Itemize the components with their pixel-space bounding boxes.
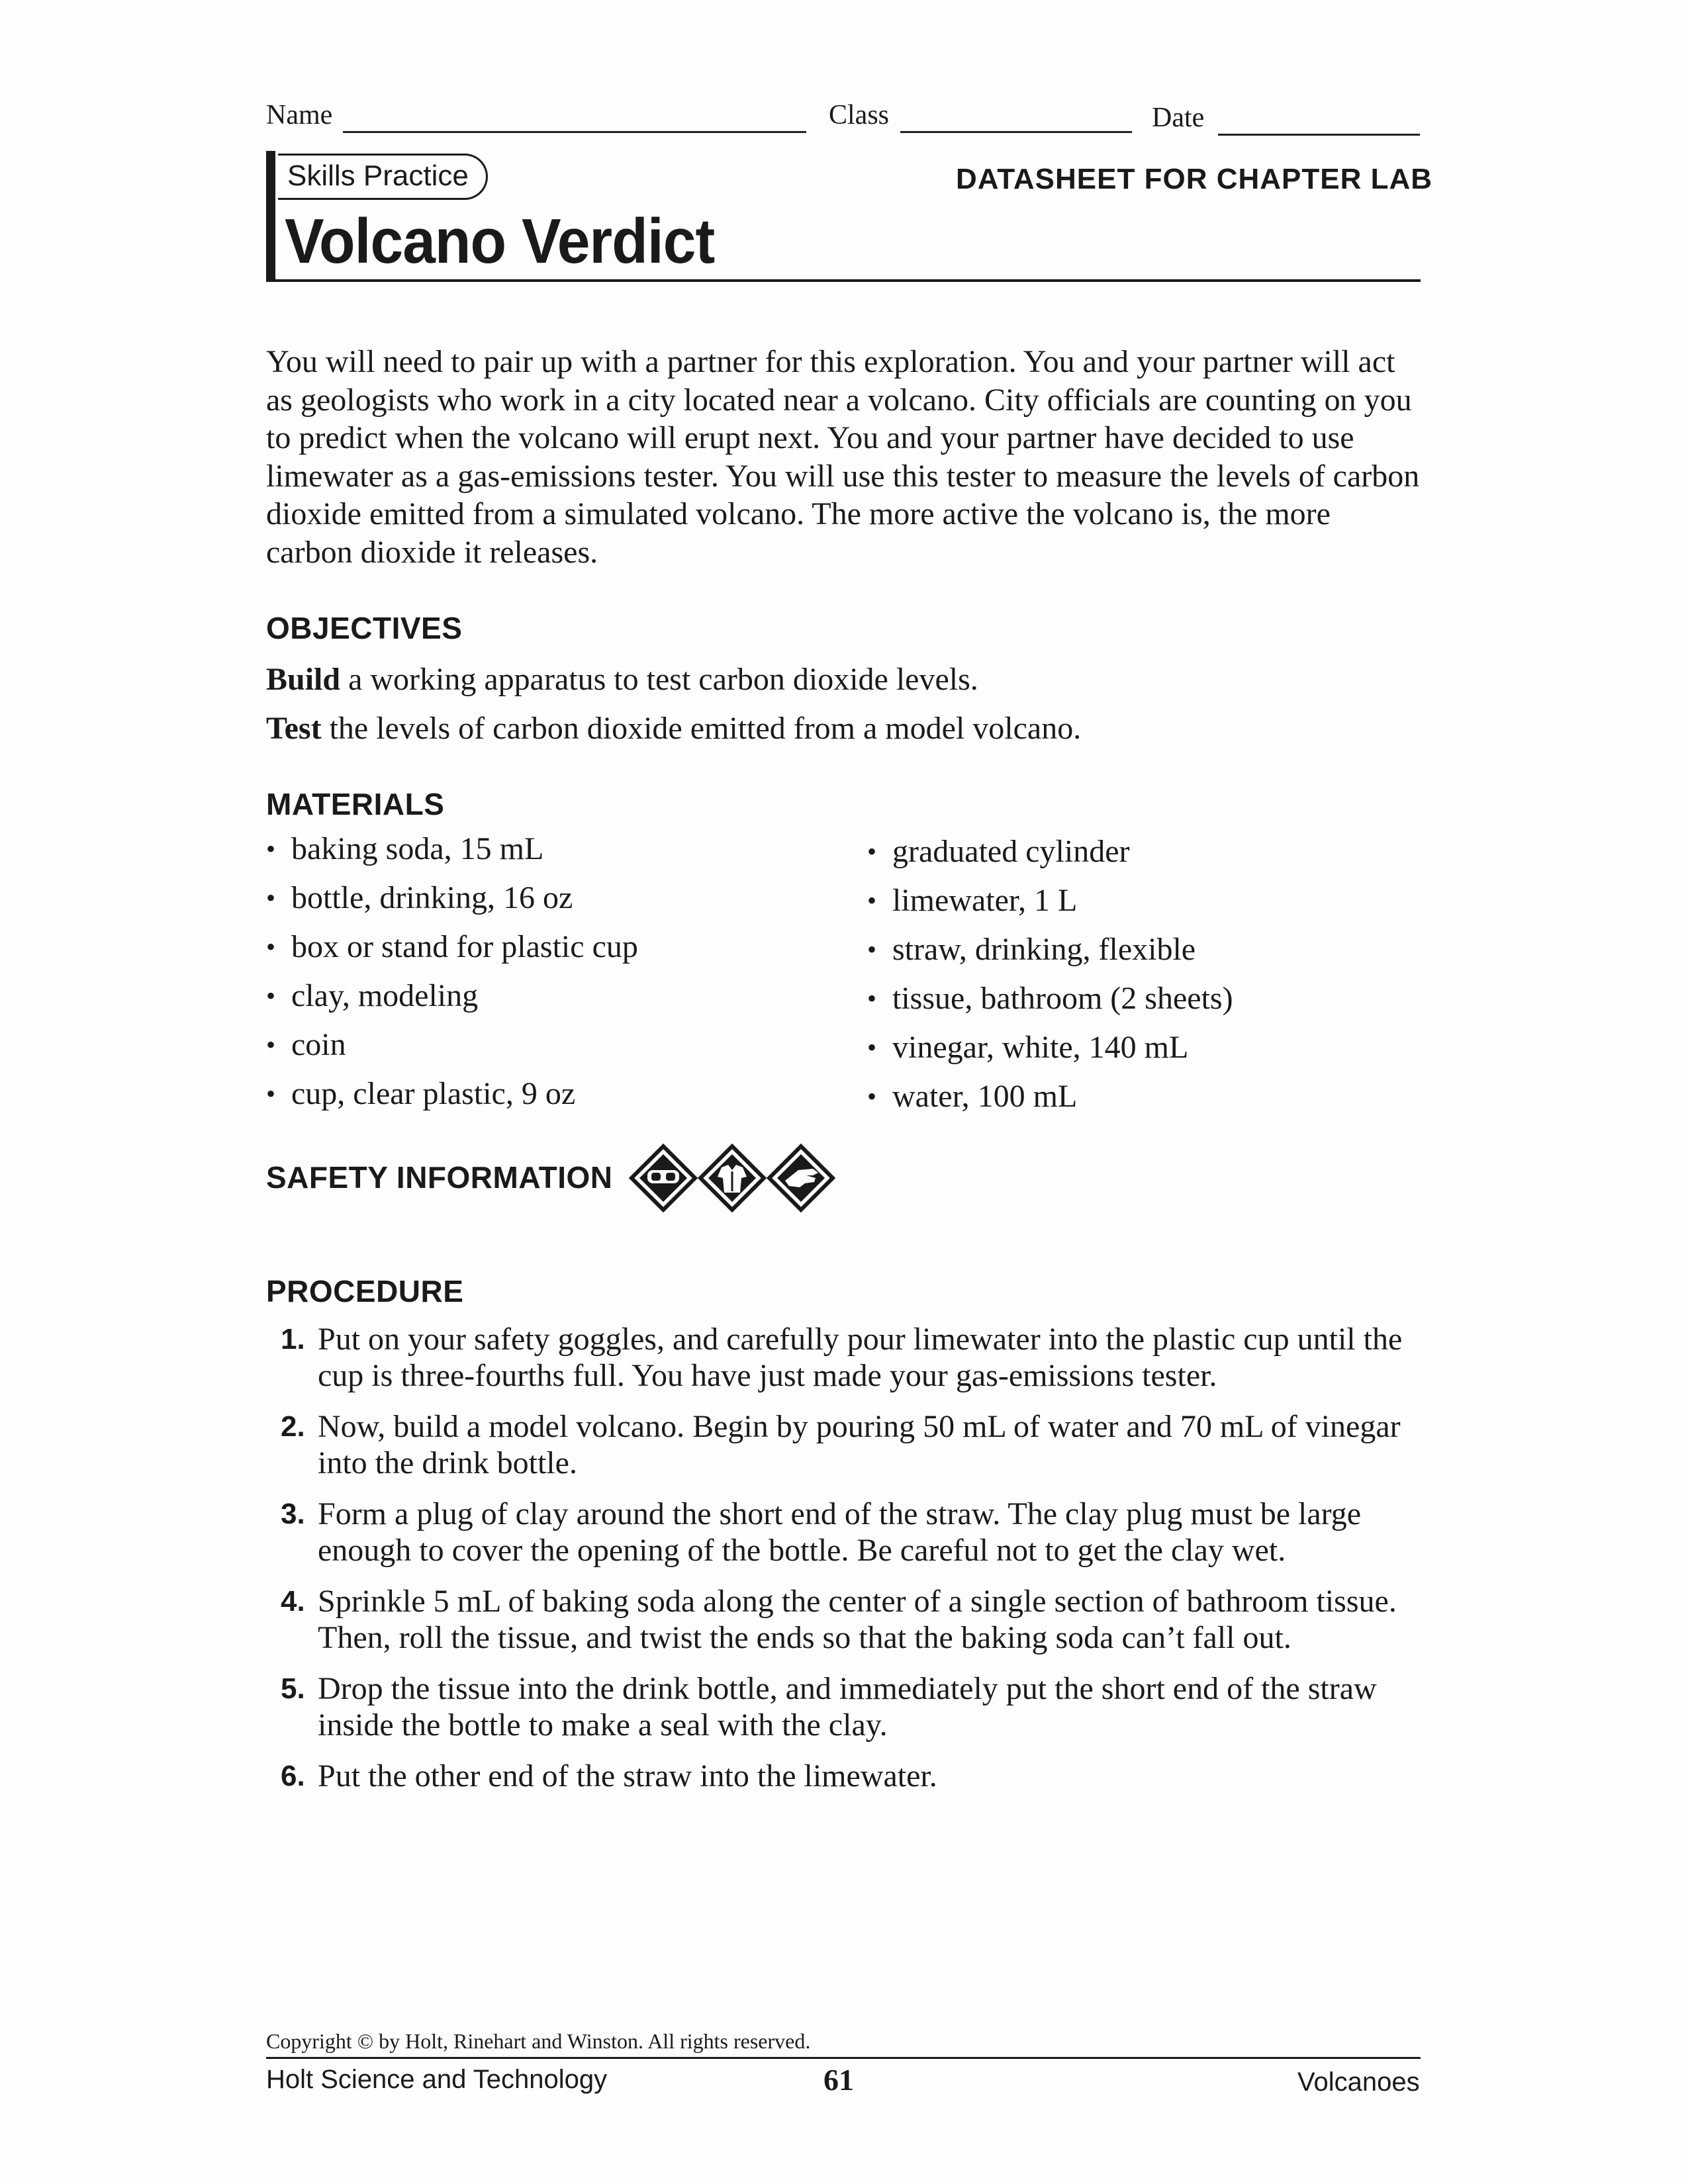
class-field[interactable] <box>900 131 1132 133</box>
step-text: Sprinkle 5 mL of baking soda along the center of a single section of bathroom tissue. Then, roll the tissue, and twist the ends so that the baking soda can’t fall out. <box>318 1584 1397 1655</box>
procedure-step <box>281 1321 1419 1394</box>
step-number: 2. <box>281 1410 305 1443</box>
copyright-notice: Copyright © by Holt, Rinehart and Winston. All rights reserved. <box>266 2029 811 2053</box>
step-text: Form a plug of clay around the short end of the straw. The clay plug must be large enough to cover the opening of the bottle. Be careful not to get the clay wet. <box>318 1496 1362 1568</box>
material-item: • clay, modeling <box>266 972 638 1021</box>
procedure-step <box>281 1408 1419 1481</box>
material-item: • tissue, bathroom (2 sheets) <box>867 974 1233 1023</box>
footer-rule <box>266 2057 1421 2059</box>
step-number: 6. <box>281 1760 305 1792</box>
skills-practice-badge: Skills Practice <box>278 154 488 200</box>
procedure-step <box>281 1758 1419 1794</box>
material-item: • limewater, 1 L <box>867 876 1233 925</box>
name-label: Name <box>266 100 333 130</box>
date-label: Date <box>1152 103 1205 133</box>
step-number: 4. <box>281 1585 305 1617</box>
page-number: 61 <box>823 2063 854 2097</box>
objective-item <box>266 704 1081 753</box>
objective-verb: Test <box>266 711 322 746</box>
clothing-protection-icon <box>700 1146 764 1210</box>
step-text: Put on your safety goggles, and carefully pour limewater into the plastic cup until the cup is three-fourths full. You have just made your gas-emissions tester. <box>318 1322 1403 1393</box>
material-item: • graduated cylinder <box>867 827 1233 876</box>
material-item: • bottle, drinking, 16 oz <box>266 874 638 923</box>
title-bar <box>266 151 275 281</box>
hand-safety-icon <box>769 1146 833 1210</box>
name-field[interactable] <box>343 131 806 133</box>
step-number: 1. <box>281 1323 305 1355</box>
date-field[interactable] <box>1218 134 1420 136</box>
materials-list-left <box>266 825 638 1118</box>
materials-heading: MATERIALS <box>266 787 445 821</box>
step-text: Put the other end of the straw into the limewater. <box>318 1758 937 1794</box>
procedure-list <box>281 1321 1419 1809</box>
objectives-heading: OBJECTIVES <box>266 611 463 645</box>
title-rule <box>266 279 1421 282</box>
objective-item <box>266 655 978 704</box>
material-item: • box or stand for plastic cup <box>266 923 638 972</box>
objective-text: a working apparatus to test carbon dioxide levels. <box>340 662 978 697</box>
procedure-step <box>281 1496 1419 1569</box>
step-text: Drop the tissue into the drink bottle, and immediately put the short end of the straw inside the bottle to make a seal with the clay. <box>318 1671 1377 1743</box>
page-title: Volcano Verdict <box>285 206 715 277</box>
step-number: 5. <box>281 1672 305 1705</box>
intro-paragraph: You will need to pair up with a partner for this exploration. You and your partner will act as geologists who work in a city located near a volcano. City officials are counting on you to predict when the volcano will erupt next. You and your partner have decided to use limewater as a gas-emissions tester. You will use this tester to measure the levels of carbon dioxide emitted from a simulated volcano. The more active the volcano is, the more carbon dioxide it releases. <box>266 344 1420 570</box>
footer-book-title: Holt Science and Technology <box>266 2065 608 2094</box>
step-text: Now, build a model volcano. Begin by pouring 50 mL of water and 70 mL of vinegar into the drink bottle. <box>318 1409 1401 1480</box>
material-item: • cup, clear plastic, 9 oz <box>266 1069 638 1118</box>
eye-protection-icon <box>632 1146 695 1210</box>
safety-icons <box>629 1144 841 1216</box>
step-number: 3. <box>281 1498 305 1530</box>
procedure-heading: PROCEDURE <box>266 1274 464 1308</box>
material-item: • vinegar, white, 140 mL <box>867 1023 1233 1072</box>
objective-verb: Build <box>266 662 341 697</box>
footer-chapter: Volcanoes <box>1297 2068 1420 2097</box>
material-item: • coin <box>266 1021 638 1069</box>
procedure-step <box>281 1583 1419 1656</box>
objective-text: the levels of carbon dioxide emitted from a model volcano. <box>321 711 1082 746</box>
material-item: • straw, drinking, flexible <box>867 925 1233 974</box>
material-item: • baking soda, 15 mL <box>266 825 638 874</box>
material-item: • water, 100 mL <box>867 1072 1233 1121</box>
procedure-step <box>281 1670 1419 1743</box>
materials-list-right <box>867 827 1233 1121</box>
safety-heading: SAFETY INFORMATION <box>266 1160 613 1195</box>
class-label: Class <box>829 100 890 130</box>
datasheet-label: DATASHEET FOR CHAPTER LAB <box>956 163 1433 195</box>
